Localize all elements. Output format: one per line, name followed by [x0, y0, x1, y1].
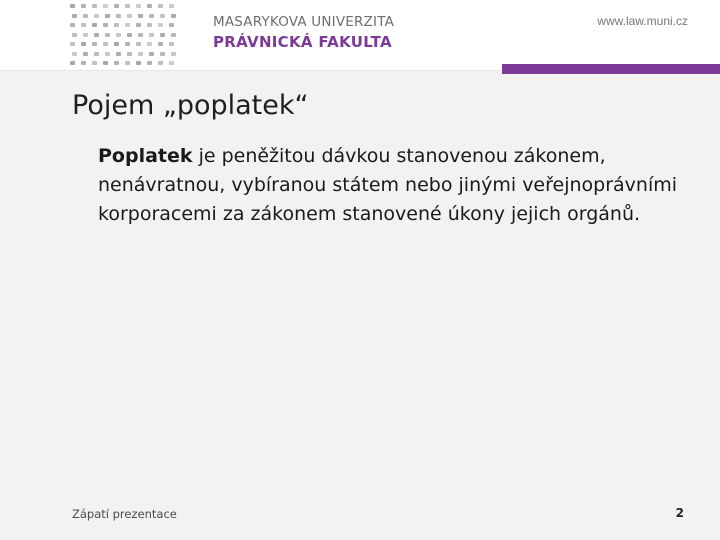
- logo-mark: [114, 42, 119, 46]
- logo-mark: [171, 52, 176, 56]
- logo-mark: [81, 42, 86, 46]
- logo-mark: [136, 61, 141, 65]
- logo-mark: [158, 23, 163, 27]
- definition-text: je peněžitou dávkou stanovenou zákonem, nenávratnou, vybíranou státem nebo jinými veřejnoprávními korporacemi za zákonem stanovené úkony jejich orgánů.: [98, 145, 678, 225]
- logo-mark: [103, 23, 108, 27]
- logo-mark: [105, 33, 110, 37]
- logo-mark: [83, 14, 88, 18]
- logo-mark: [125, 61, 130, 65]
- logo-mark: [138, 33, 143, 37]
- definition-paragraph: [98, 142, 678, 229]
- logo-mark: [114, 23, 119, 27]
- logo-mark: [125, 23, 130, 27]
- logo-mark: [158, 61, 163, 65]
- website-url: www.law.muni.cz: [597, 14, 688, 28]
- university-name: MASARYKOVA UNIVERZITA: [213, 14, 395, 30]
- logo-mark: [171, 14, 176, 18]
- logo-mark: [147, 61, 152, 65]
- accent-bar: [502, 64, 720, 74]
- logo-mark: [70, 42, 75, 46]
- logo-mark: [105, 52, 110, 56]
- page-number: 2: [675, 506, 684, 520]
- logo-mark: [169, 42, 174, 46]
- logo-mark: [149, 52, 154, 56]
- logo-mark: [158, 4, 163, 8]
- logo-mark: [127, 14, 132, 18]
- logo-mark: [158, 42, 163, 46]
- logo-mark: [138, 52, 143, 56]
- logo-mark: [136, 4, 141, 8]
- law-symbols-pattern-icon: [70, 2, 182, 68]
- logo-mark: [116, 52, 121, 56]
- logo-mark: [83, 33, 88, 37]
- logo-mark: [147, 23, 152, 27]
- logo-mark: [72, 33, 77, 37]
- logo-mark: [70, 4, 75, 8]
- slide-title: Pojem „poplatek“: [72, 90, 309, 121]
- slide-header: [0, 0, 720, 70]
- logo-mark: [92, 4, 97, 8]
- logo-mark: [169, 61, 174, 65]
- header-divider: [0, 70, 502, 71]
- logo-mark: [103, 61, 108, 65]
- logo-mark: [127, 52, 132, 56]
- logo-mark: [94, 14, 99, 18]
- logo-mark: [94, 33, 99, 37]
- logo-mark: [149, 14, 154, 18]
- footer-text: Zápatí prezentace: [72, 507, 177, 521]
- logo-mark: [125, 42, 130, 46]
- logo-mark: [92, 42, 97, 46]
- logo-mark: [149, 33, 154, 37]
- logo-mark: [136, 23, 141, 27]
- logo-mark: [105, 14, 110, 18]
- logo-mark: [147, 4, 152, 8]
- logo-mark: [81, 61, 86, 65]
- logo-mark: [114, 4, 119, 8]
- logo-mark: [114, 61, 119, 65]
- logo-mark: [125, 4, 130, 8]
- logo-mark: [147, 42, 152, 46]
- logo-mark: [169, 4, 174, 8]
- logo-mark: [116, 33, 121, 37]
- logo-mark: [127, 33, 132, 37]
- logo-mark: [70, 61, 75, 65]
- logo-mark: [72, 52, 77, 56]
- logo-mark: [171, 33, 176, 37]
- logo-mark: [81, 4, 86, 8]
- logo-mark: [92, 61, 97, 65]
- logo-mark: [72, 14, 77, 18]
- logo-mark: [116, 14, 121, 18]
- logo-mark: [136, 42, 141, 46]
- logo-mark: [103, 42, 108, 46]
- logo-mark: [160, 33, 165, 37]
- logo-mark: [160, 14, 165, 18]
- logo-mark: [103, 4, 108, 8]
- logo-mark: [92, 23, 97, 27]
- faculty-name: PRÁVNICKÁ FAKULTA: [213, 33, 392, 51]
- logo-mark: [94, 52, 99, 56]
- logo-mark: [81, 23, 86, 27]
- logo-mark: [169, 23, 174, 27]
- logo-mark: [138, 14, 143, 18]
- logo-mark: [160, 52, 165, 56]
- logo-mark: [83, 52, 88, 56]
- logo-mark: [70, 23, 75, 27]
- defined-term: Poplatek: [98, 145, 193, 167]
